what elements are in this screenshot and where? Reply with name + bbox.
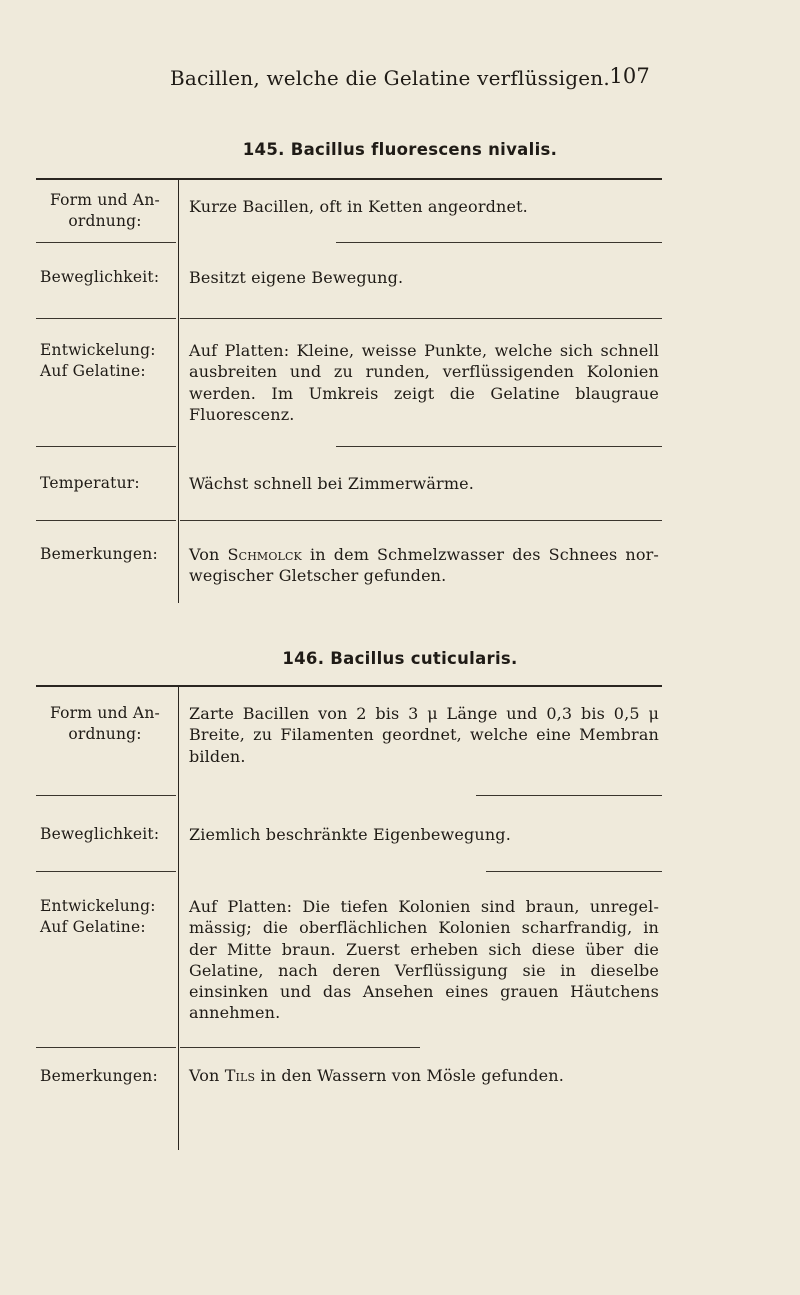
column-divider: [178, 685, 179, 1150]
row-separator: [36, 520, 176, 521]
row-label: Entwickelung: Auf Gelatine:: [40, 897, 156, 936]
author-name: Tils: [224, 1066, 256, 1085]
table-145: [36, 178, 662, 603]
row-separator: [36, 1047, 176, 1048]
row-text: Besitzt eigene Bewegung.: [189, 268, 404, 287]
text-part: in dem Schmelzwasser des Schnees nor-wegischer Gletscher gefunden.: [189, 545, 659, 586]
row-separator: [180, 520, 662, 521]
row-label: Beweglichkeit:: [40, 825, 160, 843]
running-head: [170, 66, 650, 96]
row-separator: [180, 318, 662, 319]
running-title: Bacillen, welche die Gelatine verflüssigen.: [170, 66, 610, 90]
row-separator: [36, 871, 176, 872]
row-text: Auf Platten: Die tiefen Kolonien sind braun, unregel-mässig; die oberflächlichen Kolonien scharfrandig, in der Mitte braun. Zuerst erheben sich diese über die Gelatine, nach deren Verflüssigung sie in dieselbe einsinken und das Ansehen eines grauen Häutchens annehmen.: [189, 897, 659, 1023]
section-number: 146.: [282, 649, 325, 668]
section-number: 145.: [242, 140, 285, 159]
text-part: Von: [189, 545, 228, 564]
row-separator: [486, 871, 662, 872]
row-separator: [336, 242, 662, 243]
row-label: Form und An- ordnung:: [50, 191, 160, 230]
row-separator: [180, 1047, 420, 1048]
row-text: [189, 544, 659, 587]
table-top-rule: [36, 685, 662, 687]
row-text: Ziemlich beschränkte Eigenbewegung.: [189, 825, 511, 844]
text-part: Von: [189, 1066, 225, 1085]
section-name: Bacillus cuticularis.: [330, 649, 518, 668]
row-separator: [36, 242, 176, 243]
row-text: Auf Platten: Kleine, weisse Punkte, welche sich schnell ausbreiten und zu runden, verflüssigenden Kolonien werden. Im Umkreis zeigt die Gelatine blaugraue Fluorescenz.: [189, 341, 659, 424]
row-separator: [336, 446, 662, 447]
column-divider: [178, 178, 179, 603]
row-separator: [476, 795, 662, 796]
row-text: [189, 1065, 659, 1086]
section-title-146: [0, 649, 800, 668]
row-label: Form und An- ordnung:: [50, 704, 160, 743]
text-part: in den Wassern von Mösle gefunden.: [255, 1066, 564, 1085]
row-text: Kurze Bacillen, oft in Ketten angeordnet.: [189, 197, 528, 216]
row-text: Wächst schnell bei Zimmerwärme.: [189, 474, 475, 493]
row-label: Bemerkungen:: [40, 1067, 158, 1085]
author-name: Schmolck: [227, 545, 302, 564]
section-title-145: [0, 140, 800, 159]
table-146: [36, 685, 662, 1150]
section-name: Bacillus fluorescens nivalis.: [290, 140, 558, 159]
row-separator: [36, 795, 176, 796]
table-top-rule: [36, 178, 662, 180]
row-separator: [36, 318, 176, 319]
row-label: Beweglichkeit:: [40, 268, 160, 286]
row-label: Temperatur:: [40, 474, 140, 492]
row-label: Entwickelung: Auf Gelatine:: [40, 341, 156, 380]
row-separator: [36, 446, 176, 447]
row-label: Bemerkungen:: [40, 545, 158, 563]
row-text: Zarte Bacillen von 2 bis 3 μ Länge und 0,3 bis 0,5 μ Breite, zu Filamenten geordnet, welche eine Membran bilden.: [189, 704, 659, 766]
page-number: 107: [609, 64, 650, 88]
